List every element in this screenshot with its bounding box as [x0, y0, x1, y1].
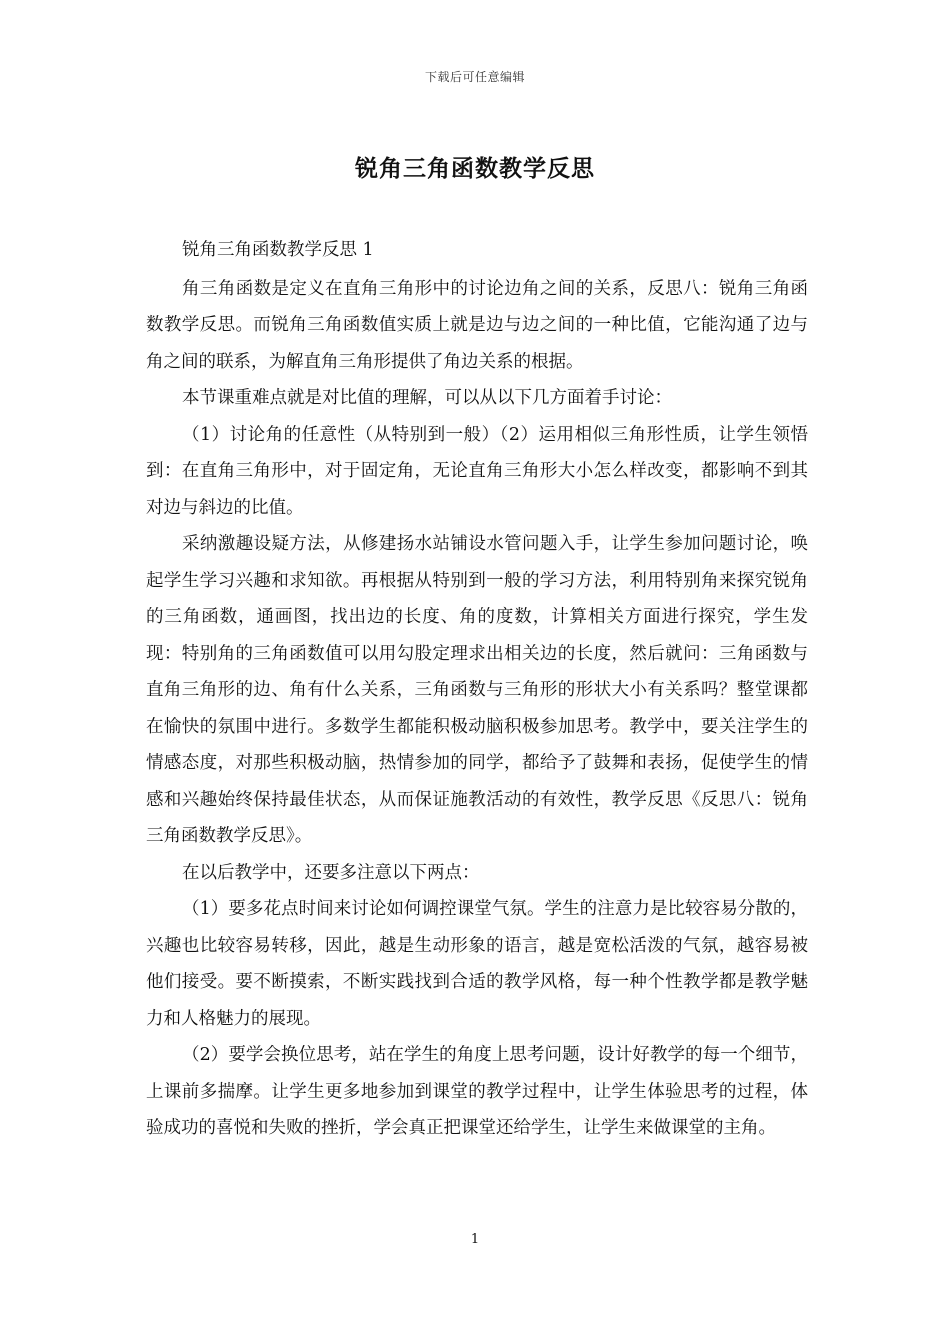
paragraph-intro: 角三角函数是定义在直角三角形中的讨论边角之间的关系，反思八：锐角三角函数教学反思。而锐角三角函数值实质上就是边与边之间的一种比值，它能沟通了边与角之间的联系，为解直角三角形提供了角边关系的根据。 — [146, 278, 808, 372]
paragraph-discussion-items: （1）讨论角的任意性（从特别到一般）（2）运用相似三角形性质，让学生领悟到：在直角三角形中，对于固定角，无论直角三角形大小怎么样改变，都影响不到其对边与斜边的比值。 — [146, 424, 808, 518]
document-title: 锐角三角函数教学反思 — [355, 155, 595, 182]
paragraph-point-one: （1）要多花点时间来讨论如何调控课堂气氛。学生的注意力是比较容易分散的，兴趣也比较容易转移，因此，越是生动形象的语言，越是宽松活泼的气氛，越容易被他们接受。要不断摸索，不断实践找到合适的教学风格，每一种个性教学都是教学魅力和人格魅力的展现。 — [146, 899, 808, 1029]
section-heading: 锐角三角函数教学反思 1 — [182, 240, 374, 260]
paragraph-future-notes: 在以后教学中，还要多注意以下两点： — [182, 862, 480, 883]
header-note: 下载后可任意编辑 — [424, 70, 525, 84]
paragraph-key-points: 本节课重难点就是对比值的理解，可以从以下几方面着手讨论： — [182, 388, 672, 408]
page-number: 1 — [470, 1232, 480, 1247]
document-body — [146, 232, 808, 1147]
paragraph-point-two: （2）要学会换位思考，站在学生的角度上思考问题，设计好教学的每一个细节，上课前多揣摩。让学生更多地参加到课堂的教学过程中，让学生体验思考的过程，体验成功的喜悦和失败的挫折，学会真正把课堂还给学生，让学生来做课堂的主角。 — [146, 1045, 808, 1138]
paragraph-method: 采纳激趣设疑方法，从修建扬水站铺设水管问题入手，让学生参加问题讨论，唤起学生学习兴趣和求知欲。再根据从特别到一般的学习方法，利用特别角来探究锐角的三角函数，通画图，找出边的长度、角的度数，计算相关方面进行探究，学生发现：特别角的三角函数值可以用勾股定理求出相关边的长度，然后就问：三角函数与直角三角形的边、角有什么关系，三角函数与三角形的形状大小有关系吗？整堂课都在愉快的氛围中进行。多数学生都能积极动脑积极参加思考。教学中，要关注学生的情感态度，对那些积极动脑，热情参加的同学，都给予了鼓舞和表扬，促使学生的情感和兴趣始终保持最佳状态，从而保证施教活动的有效性，教学反思《反思八：锐角三角函数教学反思》。 — [146, 534, 808, 846]
